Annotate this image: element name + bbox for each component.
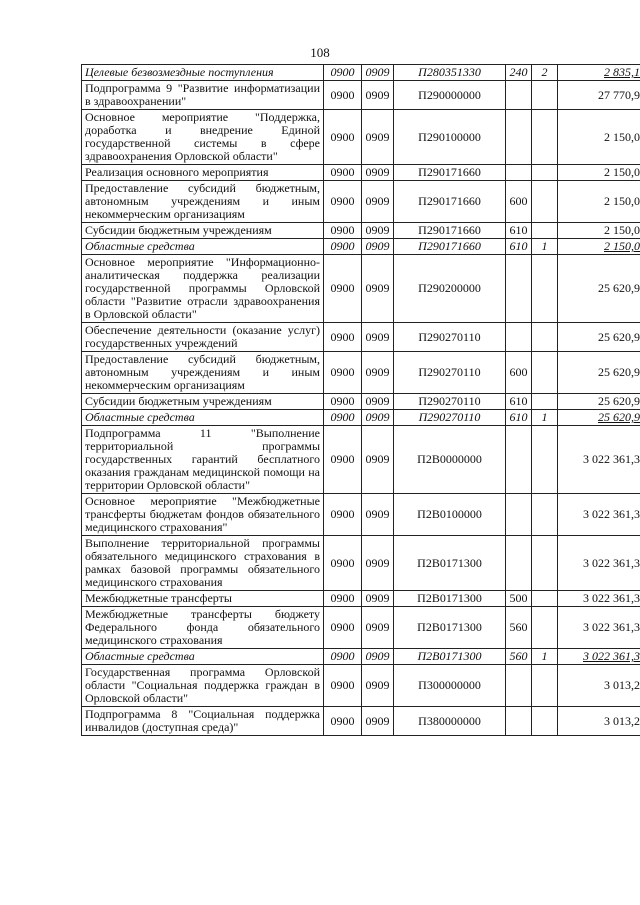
- row-section-code-cell: 0909: [362, 65, 394, 81]
- row-ministry-code-cell: 0900: [324, 536, 362, 591]
- row-section-code-cell: 0909: [362, 255, 394, 323]
- row-source-cell: [532, 181, 558, 223]
- row-amount-cell: 25 620,9: [558, 410, 640, 426]
- row-ministry-code-cell: 0900: [324, 223, 362, 239]
- row-target-code-cell: П290270110: [394, 352, 506, 394]
- row-name-cell: Межбюджетные трансферты: [82, 591, 324, 607]
- table-row: [82, 352, 640, 394]
- table-row: [82, 410, 640, 426]
- row-section-code-cell: 0909: [362, 110, 394, 165]
- row-ministry-code-cell: 0900: [324, 81, 362, 110]
- row-ministry-code-cell: 0900: [324, 494, 362, 536]
- row-name-cell: Основное мероприятие "Межбюджетные трансферты бюджетам фондов обязательного медицинского страхования": [82, 494, 324, 536]
- row-source-cell: [532, 81, 558, 110]
- row-ministry-code-cell: 0900: [324, 255, 362, 323]
- row-name-cell: Субсидии бюджетным учреждениям: [82, 394, 324, 410]
- row-target-code-cell: П290270110: [394, 410, 506, 426]
- row-section-code-cell: 0909: [362, 426, 394, 494]
- row-target-code-cell: П290171660: [394, 165, 506, 181]
- row-amount-cell: 3 022 361,3: [558, 649, 640, 665]
- row-source-cell: [532, 352, 558, 394]
- table-row: [82, 494, 640, 536]
- row-source-cell: [532, 323, 558, 352]
- row-source-cell: [532, 607, 558, 649]
- row-ministry-code-cell: 0900: [324, 426, 362, 494]
- table-row: [82, 81, 640, 110]
- row-name-cell: Областные средства: [82, 410, 324, 426]
- table-row: [82, 607, 640, 649]
- row-target-code-cell: П290200000: [394, 255, 506, 323]
- row-ministry-code-cell: 0900: [324, 649, 362, 665]
- row-target-code-cell: П2В0100000: [394, 494, 506, 536]
- row-expense-type-cell: 600: [506, 181, 532, 223]
- row-expense-type-cell: [506, 536, 532, 591]
- budget-table-body: [82, 65, 640, 736]
- row-ministry-code-cell: 0900: [324, 323, 362, 352]
- row-ministry-code-cell: 0900: [324, 607, 362, 649]
- row-source-cell: 2: [532, 65, 558, 81]
- row-source-cell: [532, 494, 558, 536]
- table-row: [82, 255, 640, 323]
- row-ministry-code-cell: 0900: [324, 707, 362, 736]
- row-name-cell: Государственная программа Орловской области "Социальная поддержка граждан в Орловской области": [82, 665, 324, 707]
- row-expense-type-cell: [506, 255, 532, 323]
- row-expense-type-cell: 610: [506, 394, 532, 410]
- row-target-code-cell: П2В0000000: [394, 426, 506, 494]
- row-name-cell: Подпрограмма 11 "Выполнение территориальной программы государственных гарантий бесплатного оказания гражданам медицинской помощи на территории Орловской области": [82, 426, 324, 494]
- row-ministry-code-cell: 0900: [324, 394, 362, 410]
- row-amount-cell: 2 150,0: [558, 181, 640, 223]
- row-expense-type-cell: [506, 110, 532, 165]
- row-section-code-cell: 0909: [362, 707, 394, 736]
- row-ministry-code-cell: 0900: [324, 239, 362, 255]
- row-amount-cell: 27 770,9: [558, 81, 640, 110]
- row-source-cell: [532, 591, 558, 607]
- row-amount-cell: 3 022 361,3: [558, 426, 640, 494]
- row-target-code-cell: П2В0171300: [394, 591, 506, 607]
- row-source-cell: [532, 110, 558, 165]
- row-section-code-cell: 0909: [362, 352, 394, 394]
- row-amount-cell: 2 835,1: [558, 65, 640, 81]
- row-target-code-cell: П380000000: [394, 707, 506, 736]
- row-amount-cell: 2 150,0: [558, 223, 640, 239]
- row-ministry-code-cell: 0900: [324, 591, 362, 607]
- row-expense-type-cell: 240: [506, 65, 532, 81]
- page-number: 108: [310, 45, 330, 60]
- row-amount-cell: 3 022 361,3: [558, 536, 640, 591]
- row-target-code-cell: П290270110: [394, 394, 506, 410]
- row-section-code-cell: 0909: [362, 165, 394, 181]
- table-row: [82, 165, 640, 181]
- row-target-code-cell: П290100000: [394, 110, 506, 165]
- row-target-code-cell: П290171660: [394, 239, 506, 255]
- table-row: [82, 223, 640, 239]
- row-name-cell: Основное мероприятие "Информационно-аналитическая поддержка реализации государственной программы Орловской области "Развитие отрасли здравоохранения в Орловской области": [82, 255, 324, 323]
- row-expense-type-cell: 610: [506, 239, 532, 255]
- row-source-cell: 1: [532, 649, 558, 665]
- row-name-cell: Подпрограмма 9 "Развитие информатизации в здравоохранении": [82, 81, 324, 110]
- row-expense-type-cell: [506, 165, 532, 181]
- row-section-code-cell: 0909: [362, 181, 394, 223]
- row-section-code-cell: 0909: [362, 536, 394, 591]
- row-section-code-cell: 0909: [362, 223, 394, 239]
- row-section-code-cell: 0909: [362, 494, 394, 536]
- row-name-cell: Выполнение территориальной программы обязательного медицинского страхования в рамках базовой программы обязательного медицинского страхования: [82, 536, 324, 591]
- table-row: [82, 65, 640, 81]
- row-name-cell: Подпрограмма 8 "Социальная поддержка инвалидов (доступная среда)": [82, 707, 324, 736]
- row-ministry-code-cell: 0900: [324, 165, 362, 181]
- row-ministry-code-cell: 0900: [324, 352, 362, 394]
- row-target-code-cell: П290270110: [394, 323, 506, 352]
- row-name-cell: Обеспечение деятельности (оказание услуг) государственных учреждений: [82, 323, 324, 352]
- row-section-code-cell: 0909: [362, 591, 394, 607]
- row-section-code-cell: 0909: [362, 649, 394, 665]
- row-ministry-code-cell: 0900: [324, 181, 362, 223]
- row-name-cell: Областные средства: [82, 239, 324, 255]
- row-name-cell: Основное мероприятие "Поддержка, доработка и внедрение Единой государственной системы в сфере здравоохранения Орловской области": [82, 110, 324, 165]
- row-amount-cell: 3 022 361,3: [558, 494, 640, 536]
- row-name-cell: Субсидии бюджетным учреждениям: [82, 223, 324, 239]
- row-ministry-code-cell: 0900: [324, 665, 362, 707]
- row-expense-type-cell: [506, 707, 532, 736]
- row-amount-cell: 3 022 361,3: [558, 607, 640, 649]
- table-row: [82, 591, 640, 607]
- row-name-cell: Целевые безвозмездные поступления: [82, 65, 324, 81]
- row-target-code-cell: П290000000: [394, 81, 506, 110]
- row-ministry-code-cell: 0900: [324, 65, 362, 81]
- row-section-code-cell: 0909: [362, 394, 394, 410]
- row-name-cell: Реализация основного мероприятия: [82, 165, 324, 181]
- row-expense-type-cell: [506, 665, 532, 707]
- row-amount-cell: 25 620,9: [558, 323, 640, 352]
- row-amount-cell: 2 150,0: [558, 165, 640, 181]
- row-source-cell: [532, 426, 558, 494]
- row-amount-cell: 25 620,9: [558, 255, 640, 323]
- table-row: [82, 239, 640, 255]
- row-source-cell: [532, 223, 558, 239]
- row-expense-type-cell: [506, 81, 532, 110]
- row-expense-type-cell: [506, 426, 532, 494]
- table-row: [82, 536, 640, 591]
- table-row: [82, 181, 640, 223]
- row-target-code-cell: П280351330: [394, 65, 506, 81]
- row-source-cell: [532, 394, 558, 410]
- row-amount-cell: 2 150,0: [558, 239, 640, 255]
- row-expense-type-cell: 560: [506, 607, 532, 649]
- row-amount-cell: 25 620,9: [558, 352, 640, 394]
- row-section-code-cell: 0909: [362, 323, 394, 352]
- row-source-cell: [532, 165, 558, 181]
- table-row: [82, 394, 640, 410]
- row-ministry-code-cell: 0900: [324, 410, 362, 426]
- row-amount-cell: 3 013,2: [558, 665, 640, 707]
- row-source-cell: 1: [532, 239, 558, 255]
- row-name-cell: Межбюджетные трансферты бюджету Федерального фонда обязательного медицинского страхования: [82, 607, 324, 649]
- row-expense-type-cell: 500: [506, 591, 532, 607]
- row-source-cell: [532, 665, 558, 707]
- row-target-code-cell: П290171660: [394, 223, 506, 239]
- row-amount-cell: 25 620,9: [558, 394, 640, 410]
- row-expense-type-cell: 610: [506, 223, 532, 239]
- table-row: [82, 426, 640, 494]
- row-expense-type-cell: 560: [506, 649, 532, 665]
- row-expense-type-cell: [506, 323, 532, 352]
- row-section-code-cell: 0909: [362, 607, 394, 649]
- row-source-cell: [532, 536, 558, 591]
- row-amount-cell: 3 022 361,3: [558, 591, 640, 607]
- row-target-code-cell: П300000000: [394, 665, 506, 707]
- table-row: [82, 649, 640, 665]
- row-section-code-cell: 0909: [362, 665, 394, 707]
- budget-table: [81, 64, 640, 736]
- row-target-code-cell: П290171660: [394, 181, 506, 223]
- row-section-code-cell: 0909: [362, 81, 394, 110]
- row-target-code-cell: П2В0171300: [394, 649, 506, 665]
- row-section-code-cell: 0909: [362, 239, 394, 255]
- table-row: [82, 707, 640, 736]
- table-row: [82, 323, 640, 352]
- row-source-cell: 1: [532, 410, 558, 426]
- row-expense-type-cell: 610: [506, 410, 532, 426]
- row-expense-type-cell: 600: [506, 352, 532, 394]
- row-section-code-cell: 0909: [362, 410, 394, 426]
- table-row: [82, 665, 640, 707]
- row-source-cell: [532, 707, 558, 736]
- row-ministry-code-cell: 0900: [324, 110, 362, 165]
- row-name-cell: Предоставление субсидий бюджетным, автономным учреждениям и иным некоммерческим организациям: [82, 352, 324, 394]
- row-amount-cell: 2 150,0: [558, 110, 640, 165]
- table-row: [82, 110, 640, 165]
- row-source-cell: [532, 255, 558, 323]
- row-amount-cell: 3 013,2: [558, 707, 640, 736]
- row-name-cell: Областные средства: [82, 649, 324, 665]
- row-target-code-cell: П2В0171300: [394, 607, 506, 649]
- row-target-code-cell: П2В0171300: [394, 536, 506, 591]
- row-expense-type-cell: [506, 494, 532, 536]
- row-name-cell: Предоставление субсидий бюджетным, автономным учреждениям и иным некоммерческим организациям: [82, 181, 324, 223]
